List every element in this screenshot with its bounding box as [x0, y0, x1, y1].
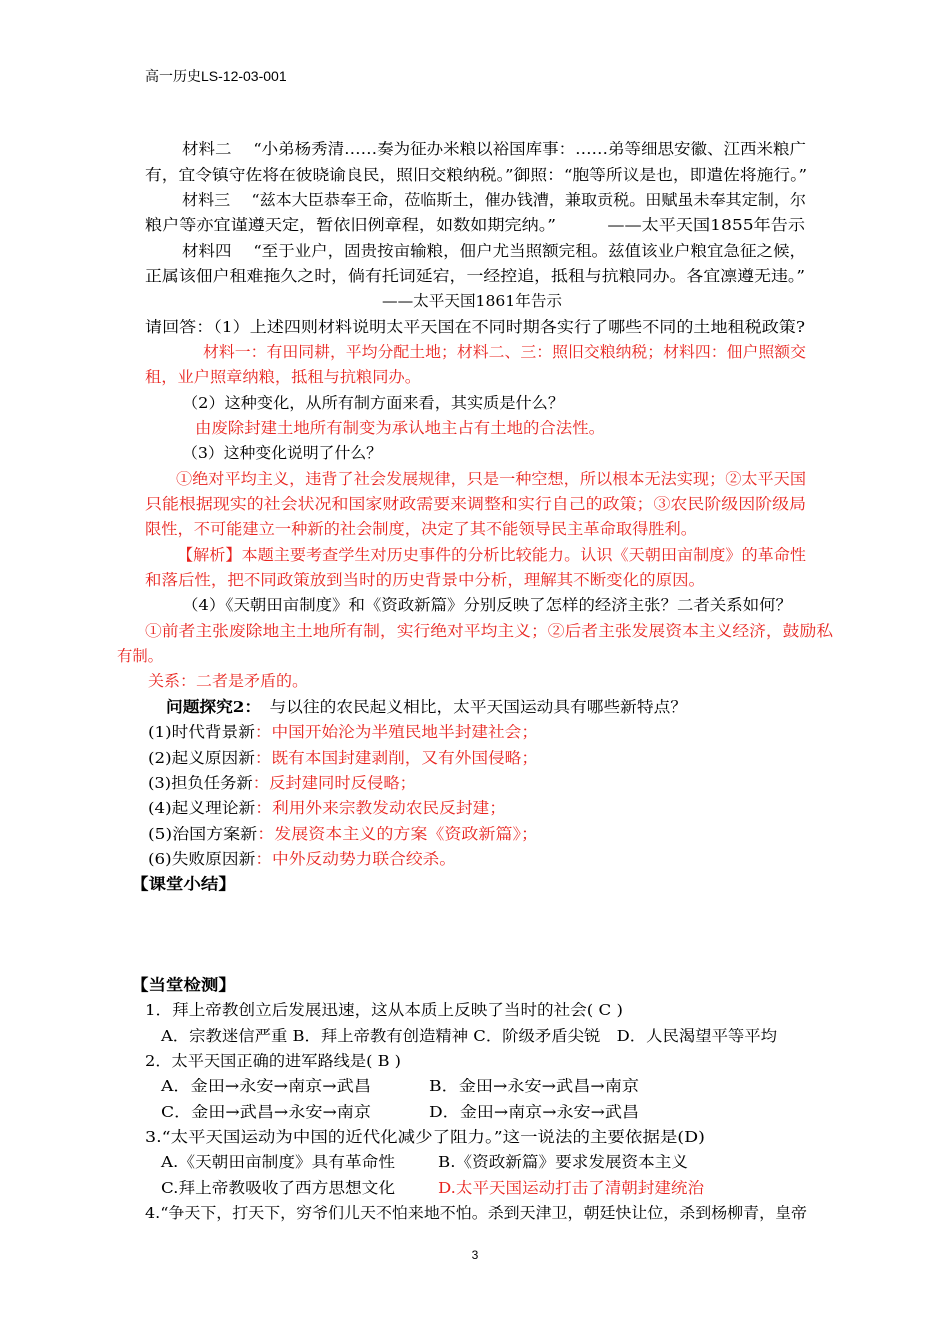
page-number: 3 [471, 1248, 479, 1262]
text-line: 3.“太平天国运动为中国的近代化减少了阻力。”这一说法的主要依据是(D) [145, 1128, 705, 1146]
text-line: 问题探究2： 与以往的农民起义相比，太平天国运动具有哪些新特点？ [166, 698, 687, 716]
text-line: （2）这种变化，从所有制方面来看，其实质是什么？ [182, 394, 564, 412]
text-line: A．宗教迷信严重 B．拜上帝教有创造精神 C．阶级矛盾尖锐 D．人民渴望平等平均 [161, 1027, 778, 1045]
text-line: 租，业户照章纳粮，抵租与抗粮同办。 [145, 368, 422, 386]
text-line: 粮户等亦宜谨遵天定，暂依旧例章程，如数如期完纳。” ——太平天国1855年告示 [145, 216, 806, 234]
text-line: 请回答：（1）上述四则材料说明太平天国在不同时期各实行了哪些不同的土地租税政策? [145, 318, 805, 336]
text-line: (5)治国方案新：发展资本主义的方案《资政新篇》； [148, 825, 538, 843]
text-line: 材料三 “兹本大臣恭奉王命，莅临斯土，催办钱漕，兼取贡税。田赋虽未奉其定制，尔 [182, 191, 806, 209]
text-line: A.《天朝田亩制度》具有革命性 [161, 1153, 396, 1171]
text-line: 关系：二者是矛盾的。 [148, 672, 309, 690]
text-line: A．金田→永安→南京→武昌 [161, 1077, 372, 1095]
text-line: ——太平天国1861年告示 [382, 292, 563, 310]
text-line: B.《资政新篇》要求发展资本主义 [438, 1153, 689, 1171]
text-line: 2．太平天国正确的进军路线是( B ) [145, 1052, 401, 1070]
text-line: 【课堂小结】 [131, 875, 236, 893]
text-line: 和落后性，把不同政策放到当时的历史背景中分析，理解其不断变化的原因。 [145, 571, 706, 589]
text-line: （4）《天朝田亩制度》和《资政新篇》分别反映了怎样的经济主张？二者关系如何？ [182, 596, 792, 614]
text-line: (1)时代背景新：中国开始沦为半殖民地半封建社会； [148, 723, 538, 741]
text-line: 材料一：有田同耕，平均分配土地；材料二、三：照旧交粮纳税；材料四：佃户照额交 [203, 343, 806, 361]
text-line: (6)失败原因新：中外反动势力联合绞杀。 [148, 850, 457, 868]
text-line: 材料四 “至于业户，固贵按亩输粮，佃户尤当照额完租。兹值该业户粮宜急征之候， [182, 242, 806, 260]
text-line: D．金田→南京→永安→武昌 [429, 1103, 639, 1121]
text-line: 材料二 “小弟杨秀清……奏为征办米粮以裕国库事：……弟等细思安徽、江西米粮广 [182, 140, 806, 158]
text-line: 有，宜令镇守佐将在彼晓谕良民，照旧交粮纳税。”御照：“胞等所议是也，即遣佐将施行。” [145, 166, 808, 184]
text-line: （3）这种变化说明了什么？ [182, 444, 383, 462]
text-line: D.太平天国运动打击了清朝封建统治 [438, 1179, 704, 1197]
text-line: 1．拜上帝教创立后发展迅速，这从本质上反映了当时的社会( C ) [145, 1001, 623, 1019]
text-line: C.拜上帝教吸收了西方思想文化 [161, 1179, 395, 1197]
text-line: 有制。 [117, 647, 163, 665]
text-line: 正属该佃户租难拖久之时，倘有托词延宕，一经控追，抵租与抗粮同办。各宜凛遵无违。” [145, 267, 806, 285]
text-line: 【当堂检测】 [131, 976, 236, 994]
page-header: 高一历史LS-12-03-001 [145, 68, 287, 84]
text-line: C．金田→武昌→永安→南京 [161, 1103, 371, 1121]
text-line: 只能根据现实的社会状况和国家财政需要来调整和实行自己的政策；③农民阶级因阶级局 [145, 495, 807, 513]
text-line: 由废除封建土地所有制变为承认地主占有土地的合法性。 [195, 419, 605, 437]
text-line: 【解析】本题主要考查学生对历史事件的分析比较能力。认识《天朝田亩制度》的革命性 [177, 546, 806, 564]
text-line: (2)起义原因新：既有本国封建剥削，又有外国侵略； [148, 749, 538, 767]
text-line: ①前者主张废除地主土地所有制，实行绝对平均主义；②后者主张发展资本主义经济，鼓励私 [145, 622, 834, 640]
text-line: 4.“争天下，打天下，穷爷们儿天不怕来地不怕。杀到天津卫，朝廷快让位，杀到杨柳青，皇帝 [145, 1204, 808, 1222]
text-line: (3)担负任务新：反封建同时反侵略； [148, 774, 417, 792]
text-line: (4)起义理论新：利用外来宗教发动农民反封建； [148, 799, 506, 817]
text-line: ①绝对平均主义，违背了社会发展规律，只是一种空想，所以根本无法实现；②太平天国 [176, 470, 806, 488]
text-line: 限性，不可能建立一种新的社会制度，决定了其不能领导民主革命取得胜利。 [145, 520, 698, 538]
text-line: B．金田→永安→武昌→南京 [429, 1077, 639, 1095]
